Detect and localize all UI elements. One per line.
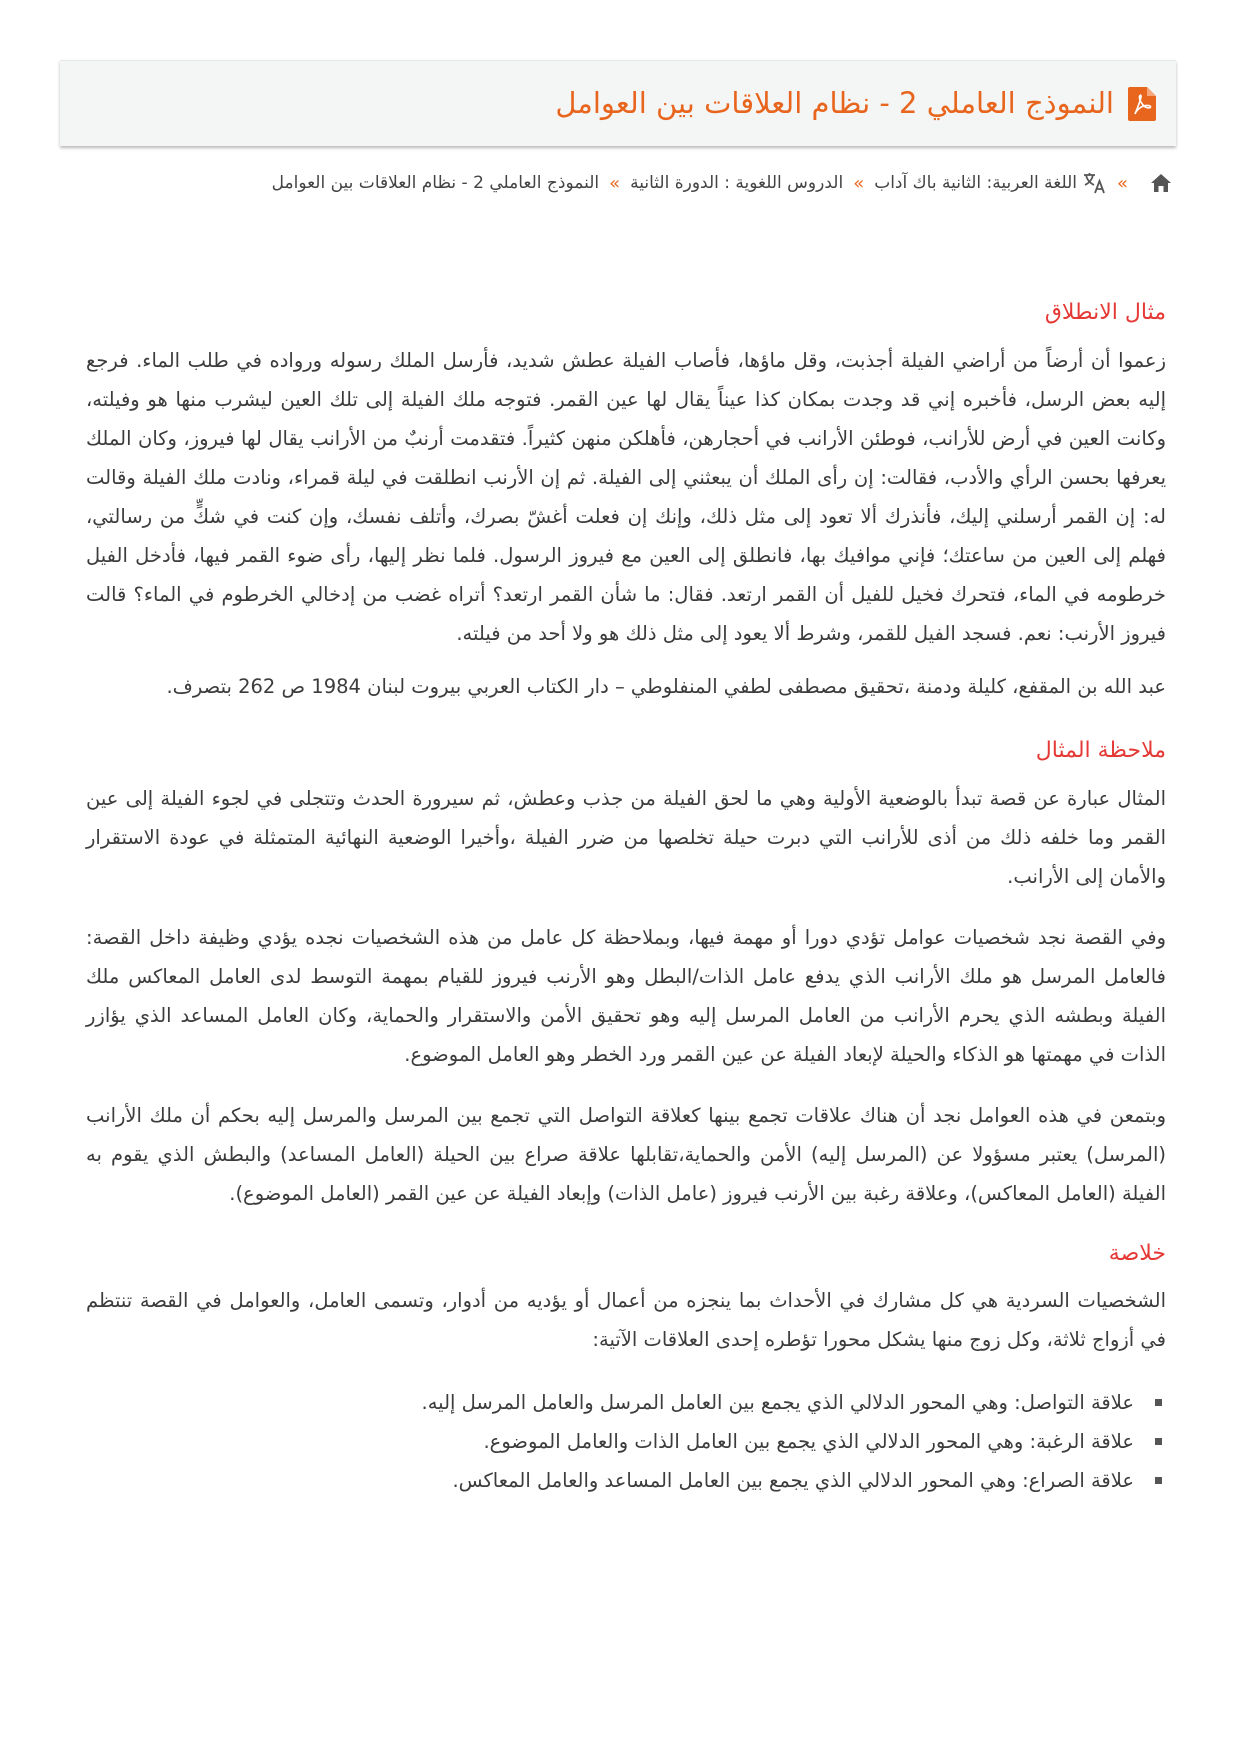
bullet-icon xyxy=(1155,1399,1162,1406)
section-heading-summary: خلاصة xyxy=(1108,1240,1166,1266)
list-item xyxy=(86,1383,1166,1422)
list-item xyxy=(86,1461,1166,1500)
relations-list xyxy=(86,1383,1166,1500)
breadcrumb-separator: » xyxy=(609,172,621,194)
translate-icon xyxy=(1083,172,1107,194)
observation-paragraph-1: المثال عبارة عن قصة تبدأ بالوضعية الأولية وهي ما لحق الفيلة من جذب وعطش، ثم سيرورة الحدث وتتجلى في لجوء الفيلة إلى عين القمر وما خلفه ذلك من أذى للأرانب التي دبرت حيلة تخلصها من ضرر الفيلة ،وأخيرا الوضعية النهائية المتمثلة في عودة الاستقرار والأمان إلى الأرانب. xyxy=(86,786,1166,888)
breadcrumb-separator: » xyxy=(1116,172,1128,194)
example-paragraph: زعموا أن أرضاً من أراضي الفيلة أجذبت، وقل ماؤها، فأصاب الفيلة عطش شديد، فأرسل الملك رسوله ورواده في طلب الماء. فرجع إليه بعض الرسل، فأخبره إني قد وجدت بمكان كذا عيناً يقال لها عين القمر. فتوجه ملك الفيلة إلى تلك العين ليشرب منها هو وفيلته، وكانت العين في أرض للأرانب، فوطئن الأرانب في أحجارهن، فأهلكن منهن كثيراً. فتقدمت أرنبٌ من الأرانب يقال لها فيروز، وكان الملك يعرفها بحسن الرأي والأدب، فقالت: إن رأى الملك أن يبعثني إلى الفيلة. ثم إن الأرنب انطلقت في ليلة قمراء، ونادت ملك الفيلة وقالت له: إن القمر أرسلني إليك، فأنذرك ألا تعود إلى مثل ذلك، وإنك إن فعلت أغشّ بصرك، وأتلف نفسك، وإن كنت في شكٍّ من رسالتي، فهلم إلى العين من ساعتك؛ فإني موافيك بها، فانطلق إلى العين مع فيروز الرسول. فلما نظر إليها، رأى ضوء القمر فيها، فأدخل الفيل خرطومه في الماء، فتحرك فخيل للفيل أن القمر ارتعد. فقال: ما شأن القمر ارتعد؟ أتراه غضب من إدخالي الخرطوم في الماء؟ قالت فيروز الأرنب: نعم. فسجد الفيل للقمر، وشرط ألا يعود إلى مثل ذلك هو ولا أحد من فيلته. xyxy=(86,348,1166,645)
breadcrumb-item-current: النموذج العاملي 2 - نظام العلاقات بين العوامل xyxy=(271,173,600,193)
list-item xyxy=(86,1422,1166,1461)
article-content xyxy=(86,298,1166,1500)
pdf-icon[interactable] xyxy=(1128,87,1156,121)
list-item-text: علاقة الرغبة: وهي المحور الدلالي الذي يجمع بين العامل الذات والعامل الموضوع. xyxy=(483,1430,1134,1454)
summary-paragraph: الشخصيات السردية هي كل مشارك في الأحداث بما ينجزه من أعمال أو يؤديه من أدوار، وتسمى العامل، والعوامل في القصة تنتظم في أزواج ثلاثة، وكل زوج منها يشكل محورا تؤطره إحدى العلاقات الآتية: xyxy=(86,1289,1166,1352)
list-item-text: علاقة التواصل: وهي المحور الدلالي الذي يجمع بين العامل المرسل والعامل المرسل إليه. xyxy=(421,1391,1134,1415)
home-icon[interactable] xyxy=(1150,173,1172,193)
observation-paragraph-3: وبتمعن في هذه العوامل نجد أن هناك علاقات تجمع بينها كعلاقة التواصل التي تجمع بين المرسل والمرسل إليه بحكم أن ملك الأرانب (المرسل) يعتبر مسؤولا عن (المرسل إليه) الأمن والحماية،تقابلها علاقة صراع بين الحيلة (العامل المساعد) والبطش الذي يقوم به الفيلة (العامل المعاكس)، وعلاقة رغبة بين الأرنب فيروز (عامل الذات) وإبعاد الفيلة عن عين القمر (العامل الموضوع). xyxy=(86,1103,1166,1205)
breadcrumb-item-subject[interactable]: اللغة العربية: الثانية باك آداب xyxy=(874,173,1077,193)
example-citation: عبد الله بن المقفع، كليلة ودمنة ،تحقيق مصطفى لطفي المنفلوطي – دار الكتاب العربي بيروت لبنان 1984 ص 262 بتصرف. xyxy=(166,674,1166,698)
breadcrumb-separator: » xyxy=(853,172,865,194)
list-item-text: علاقة الصراع: وهي المحور الدلالي الذي يجمع بين العامل المساعد والعامل المعاكس. xyxy=(452,1469,1134,1493)
bullet-icon xyxy=(1155,1438,1162,1445)
section-heading-example: مثال الانطلاق xyxy=(1044,300,1166,325)
breadcrumb xyxy=(272,168,1172,198)
page-header xyxy=(60,60,1176,146)
observation-paragraph-2: وفي القصة نجد شخصيات عوامل تؤدي دورا أو مهمة فيها، وبملاحظة كل عامل من هذه الشخصيات نجده يؤدي وظيفة داخل القصة: فالعامل المرسل هو ملك الأرانب الذي يدفع عامل الذات/البطل وهو الأرنب فيروز للقيام بمهمة التوسط لدى العامل المعاكس ملك الفيلة وبطشه الذي يحرم الأرانب من العامل المرسل إليه وهو تحقيق الأمن والاستقرار والحماية، وكان العامل المساعد الذي يؤازر الذات في مهمتها هو الذكاء والحيلة لإبعاد الفيلة عن عين القمر ورد الخطر وهو العامل الموضوع. xyxy=(86,925,1166,1066)
bullet-icon xyxy=(1155,1477,1162,1484)
section-heading-observation: ملاحظة المثال xyxy=(1035,737,1166,763)
breadcrumb-item-lessons[interactable]: الدروس اللغوية : الدورة الثانية xyxy=(630,173,844,193)
page-title: النموذج العاملي 2 - نظام العلاقات بين العوامل xyxy=(555,86,1114,120)
